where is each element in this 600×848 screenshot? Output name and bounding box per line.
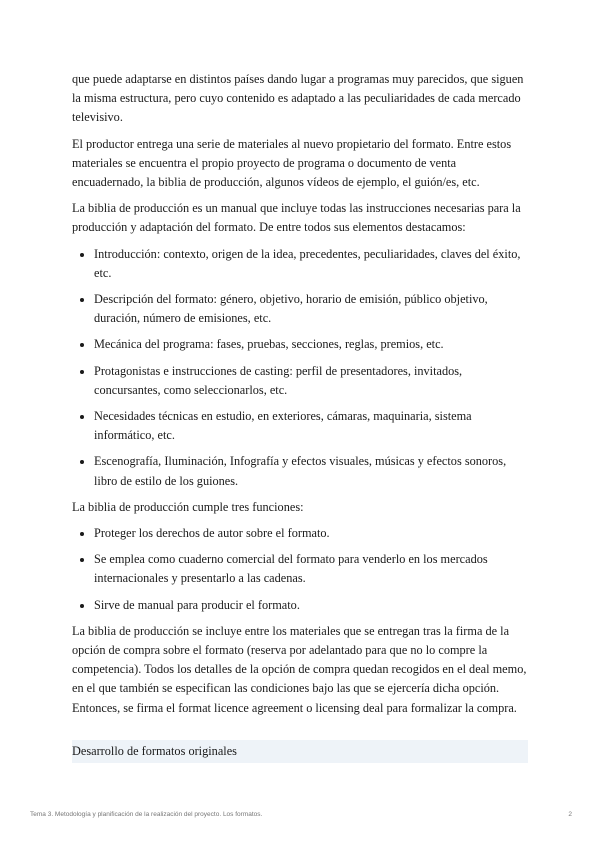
paragraph: que puede adaptarse en distintos países dando lugar a programas muy parecidos, que siguen la misma estructura, pero cuyo contenido es adaptado a las peculiaridades de cada mercado televisivo. <box>72 72 524 125</box>
list-item: Proteger los derechos de autor sobre el formato. <box>72 524 528 543</box>
list-item: Mecánica del programa: fases, pruebas, secciones, reglas, premios, etc. <box>72 335 528 354</box>
footer-text: Tema 3. Metodología y planificación de la realización del proyecto. Los formatos. <box>30 811 263 818</box>
paragraph: La biblia de producción cumple tres funciones: <box>72 499 304 514</box>
list-item: Descripción del formato: género, objetivo, horario de emisión, público objetivo, duración, número de emisiones, etc. <box>72 290 528 328</box>
list-item: Sirve de manual para producir el formato. <box>72 596 528 615</box>
list-item: Escenografía, Iluminación, Infografía y efectos visuales, músicas y efectos sonoros, libro de estilo de los guiones. <box>72 452 528 490</box>
paragraph: La biblia de producción se incluye entre los materiales que se entregan tras la firma de la opción de compra sobre el formato (reserva por adelantado para que no lo compre la competencia). Todos los detalles de la opción de compra quedan recogidos en el deal memo, en el que también se especifican las condiciones bajo las que se ejercería dicha opción. Entonces, se firma el format licence agreement o licensing deal para formalizar la compra. <box>72 623 527 715</box>
paragraph: El productor entrega una serie de materiales al nuevo propietario del formato. Entre estos materiales se encuentra el propio proyecto de programa o documento de venta encuadernado, la biblia de producción, algunos vídeos de ejemplo, el guión/es, etc. <box>72 136 512 190</box>
bullet-list-biblia-elements <box>72 245 528 491</box>
section-heading: Desarrollo de formatos originales <box>72 740 528 763</box>
page-number: 2 <box>568 811 572 818</box>
page-content <box>72 70 528 763</box>
list-item: Necesidades técnicas en estudio, en exteriores, cámaras, maquinaria, sistema informático, etc. <box>72 407 528 445</box>
list-item: Protagonistas e instrucciones de casting: perfil de presentadores, invitados, concursantes, como seleccionarlos, etc. <box>72 362 528 400</box>
paragraph: La biblia de producción es un manual que incluye todas las instrucciones necesarias para la producción y adaptación del formato. De entre todos sus elementos destacamos: <box>72 201 521 235</box>
list-item: Se emplea como cuaderno comercial del formato para venderlo en los mercados internacionales y presentarlo a las cadenas. <box>72 550 528 588</box>
bullet-list-functions <box>72 524 528 615</box>
list-item: Introducción: contexto, origen de la idea, precedentes, peculiaridades, claves del éxito, etc. <box>72 245 528 283</box>
page-footer <box>30 811 572 818</box>
